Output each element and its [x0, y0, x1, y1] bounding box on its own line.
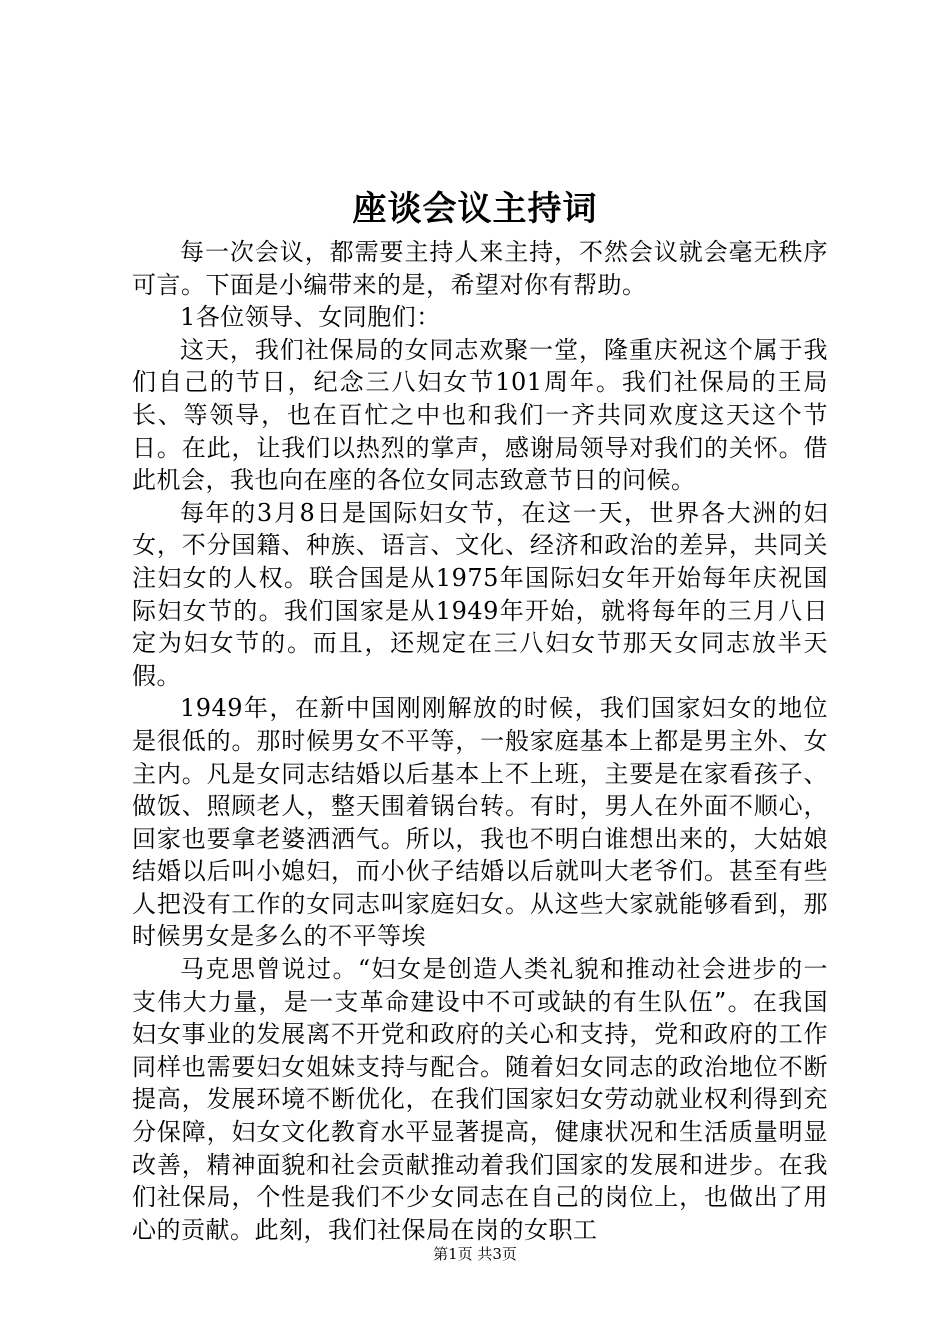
- body-paragraph: 这天，我们社保局的女同志欢聚一堂，隆重庆祝这个属于我们自己的节日，纪念三八妇女节101周年。我们社保局的王局长、等领导，也在百忙之中也和我们一齐共同欢度这天这个节日。在此，让我们以热烈的掌声，感谢局领导对我们的关怀。借此机会，我也向在座的各位女同志致意节日的问候。: [132, 335, 828, 495]
- document-title: 座谈会议主持词: [352, 189, 598, 229]
- body-paragraph: 马克思曾说过。“妇女是创造人类礼貌和推动社会进步的一支伟大力量，是一支革命建设中不可或缺的有生队伍”。在我国妇女事业的发展离不开党和政府的关心和支持，党和政府的工作同样也需要妇女姐妹支持与配合。随着妇女同志的政治地位不断提高，发展环境不断优化，在我们国家妇女劳动就业权利得到充分保障，妇女文化教育水平显著提高，健康状况和生活质量明显改善，精神面貌和社会贡献推动着我们国家的发展和进步。在我们社保局，个性是我们不少女同志在自己的岗位上，也做出了用心的贡献。此刻，我们社保局在岗的女职工: [132, 955, 828, 1244]
- body-paragraph: 每年的3月8日是国际妇女节，在这一天，世界各大洲的妇女，不分国籍、种族、语言、文化、经济和政治的差异，共同关注妇女的人权。联合国是从1975年国际妇女年开始每年庆祝国际妇女节的。我们国家是从1949年开始，就将每年的三月八日定为妇女节的。而且，还规定在三八妇女节那天女同志放半天假。: [132, 498, 828, 690]
- document-body: [132, 236, 828, 1246]
- page-footer: 第1页 共3页: [433, 1245, 517, 1263]
- body-paragraph: 每一次会议，都需要主持人来主持，不然会议就会毫无秩序可言。下面是小编带来的是，希望对你有帮助。: [132, 238, 828, 299]
- body-paragraph: 1949年，在新中国刚刚解放的时候，我们国家妇女的地位是很低的。那时候男女不平等，一般家庭基本上都是男主外、女主内。凡是女同志结婚以后基本上不上班，主要是在家看孩子、做饭、照顾老人，整天围着锅台转。有时，男人在外面不顺心，回家也要拿老婆洒洒气。所以，我也不明白谁想出来的，大姑娘结婚以后叫小媳妇，而小伙子结婚以后就叫大老爷们。甚至有些人把没有工作的女同志叫家庭妇女。从这些大家就能够看到，那时候男女是多么的不平等埃: [132, 694, 828, 951]
- body-paragraph: 1各位领导、女同胞们：: [180, 303, 441, 332]
